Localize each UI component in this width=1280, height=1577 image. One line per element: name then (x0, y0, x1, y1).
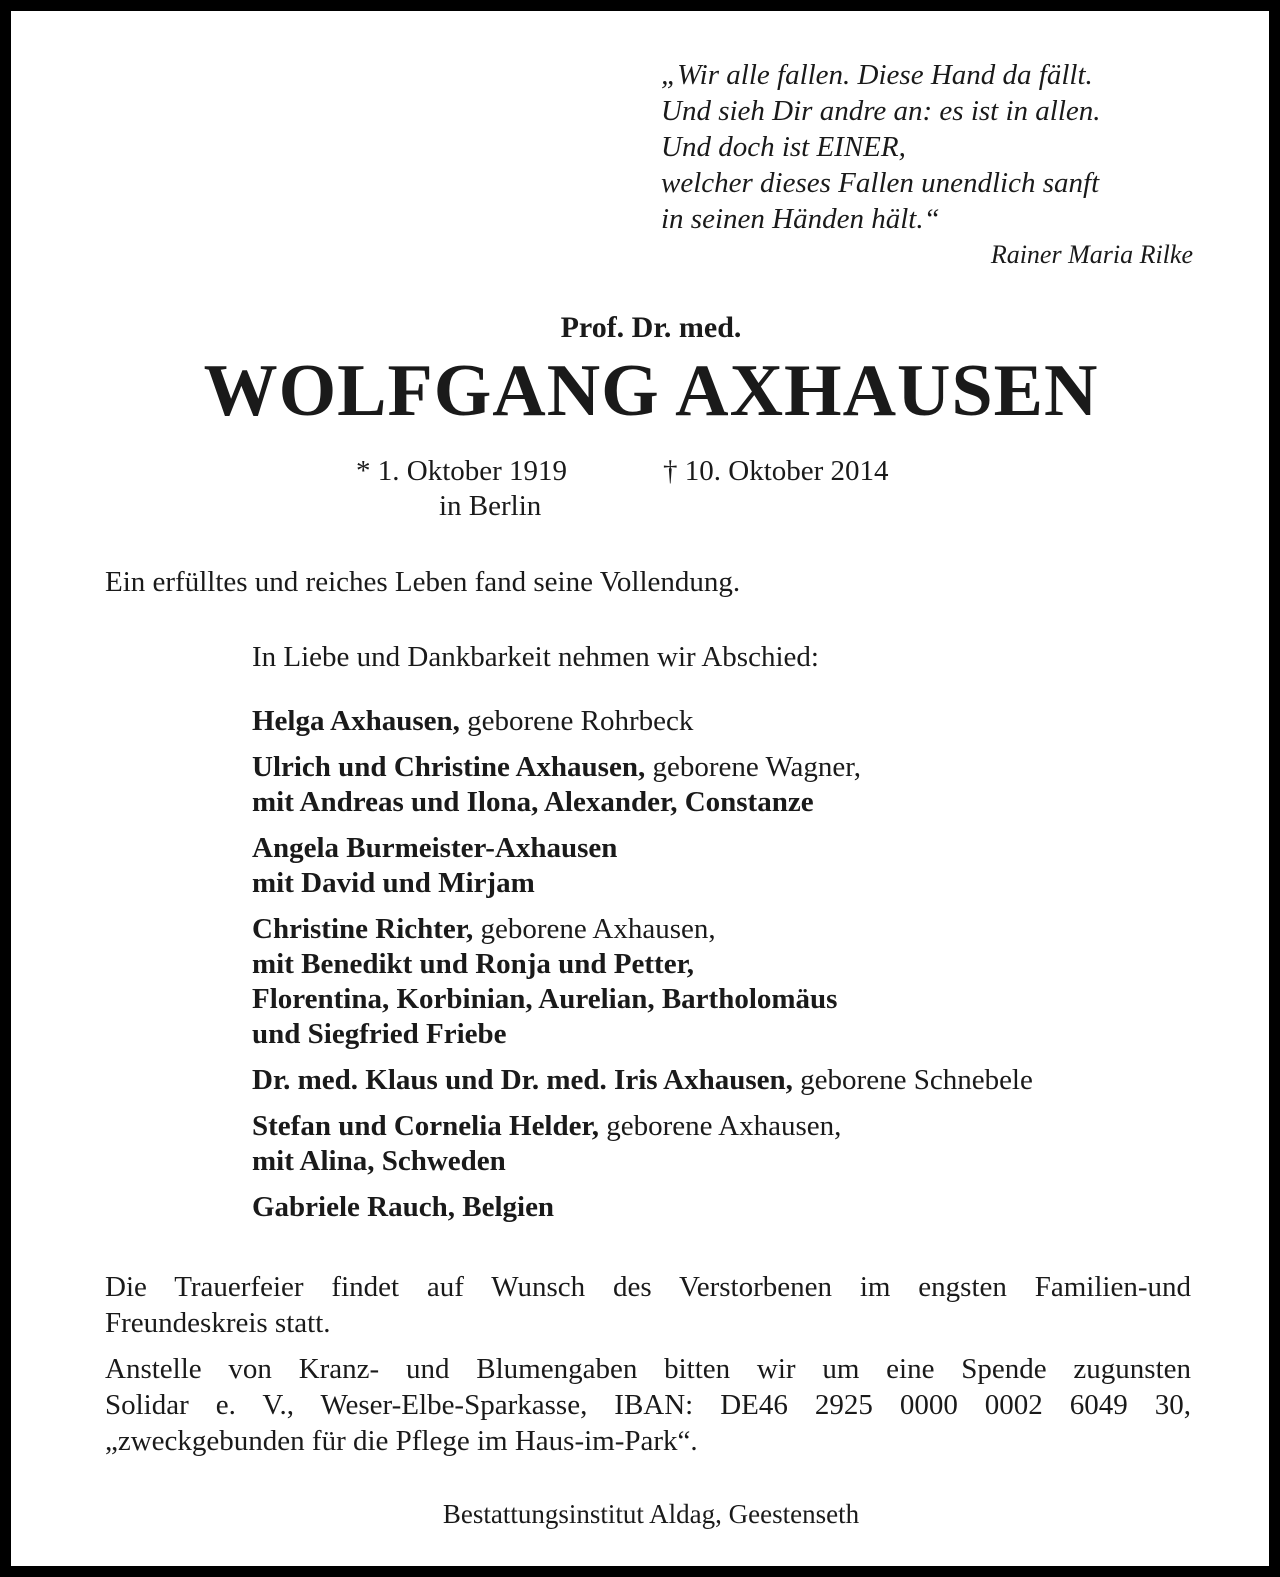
family-line (252, 982, 1033, 1017)
family-line (252, 1144, 1033, 1179)
family-group (252, 704, 1033, 739)
family-line (252, 831, 1033, 866)
ceremony-notice (105, 1269, 1191, 1341)
family-line (252, 1109, 1033, 1144)
quote-line: Und sieh Dir andre an: es ist in allen. (661, 95, 1101, 127)
family-member-name: Ulrich und Christine Axhausen, (252, 751, 646, 783)
family-list (252, 704, 1033, 1236)
family-group (252, 831, 1033, 901)
farewell-text: In Liebe und Dankbarkeit nehmen wir Abschied: (252, 641, 819, 673)
family-group (252, 912, 1033, 1052)
family-line (252, 750, 1033, 785)
funeral-home: Bestattungsinstitut Aldag, Geestenseth (442, 1499, 860, 1529)
family-line (252, 1063, 1033, 1098)
donation-line: Anstelle von Kranz- und Blumengaben bitten wir um eine Spende zugunsten (105, 1353, 1191, 1385)
family-member-name: mit David und Mirjam (252, 867, 535, 899)
deceased-name: WOLFGANG AXHAUSEN (203, 350, 1099, 432)
donation-notice (105, 1351, 1191, 1459)
birth-date: * 1. Oktober 1919 (356, 455, 568, 487)
family-member-name: Helga Axhausen, (252, 705, 460, 737)
quote-line: welcher dieses Fallen unendlich sanft (661, 167, 1100, 199)
family-member-note: geborene Schnebele (792, 1064, 1033, 1096)
donation-line: „zweckgebunden für die Pflege im Haus-im-Park“. (105, 1425, 698, 1457)
quote-line: „Wir alle fallen. Diese Hand da fällt. (661, 59, 1093, 91)
family-member-note: geborene Rohrbeck (459, 705, 694, 737)
quote-line: Und doch ist EINER, (661, 131, 906, 163)
family-member-name: Florentina, Korbinian, Aurelian, Bartholomäus (252, 983, 838, 1015)
family-member-name: mit Benedikt und Ronja und Petter, (252, 948, 695, 980)
family-line (252, 912, 1033, 947)
family-member-name: und Siegfried Friebe (252, 1018, 507, 1050)
donation-line: Solidar e. V., Weser-Elbe-Sparkasse, IBAN: DE46 2925 0000 0002 6049 30, (105, 1389, 1191, 1421)
quote-line: in seinen Händen hält.“ (661, 203, 940, 235)
family-line (252, 785, 1033, 820)
family-line (252, 704, 1033, 739)
family-member-name: Dr. med. Klaus und Dr. med. Iris Axhausen, (252, 1064, 793, 1096)
family-member-note: geborene Axhausen, (473, 913, 716, 945)
family-member-note: geborene Axhausen, (598, 1110, 842, 1142)
ceremony-line: Die Trauerfeier findet auf Wunsch des Verstorbenen im engsten Familien-und (105, 1271, 1191, 1303)
quote-author: Rainer Maria Rilke (990, 240, 1193, 269)
academic-title: Prof. Dr. med. (560, 311, 742, 344)
family-member-name: mit Andreas und Ilona, Alexander, Constanze (252, 786, 814, 818)
family-member-name: Gabriele Rauch, Belgien (252, 1191, 555, 1223)
family-group (252, 1109, 1033, 1179)
family-line (252, 1017, 1033, 1052)
family-member-name: Stefan und Cornelia Helder, (252, 1110, 599, 1142)
family-member-name: Angela Burmeister-Axhausen (252, 832, 618, 864)
birth-place: in Berlin (439, 490, 542, 522)
death-date: † 10. Oktober 2014 (663, 455, 889, 487)
rilke-quote (661, 57, 1201, 273)
family-line (252, 1190, 1033, 1225)
family-line (252, 866, 1033, 901)
family-member-note: geborene Wagner, (645, 751, 861, 783)
intro-text: Ein erfülltes und reiches Leben fand seine Vollendung. (105, 566, 741, 598)
family-group (252, 750, 1033, 820)
family-group (252, 1063, 1033, 1098)
ceremony-line: Freundeskreis statt. (105, 1307, 331, 1339)
family-member-name: mit Alina, Schweden (252, 1145, 506, 1177)
family-group (252, 1190, 1033, 1225)
family-member-name: Christine Richter, (252, 913, 474, 945)
family-line (252, 947, 1033, 982)
